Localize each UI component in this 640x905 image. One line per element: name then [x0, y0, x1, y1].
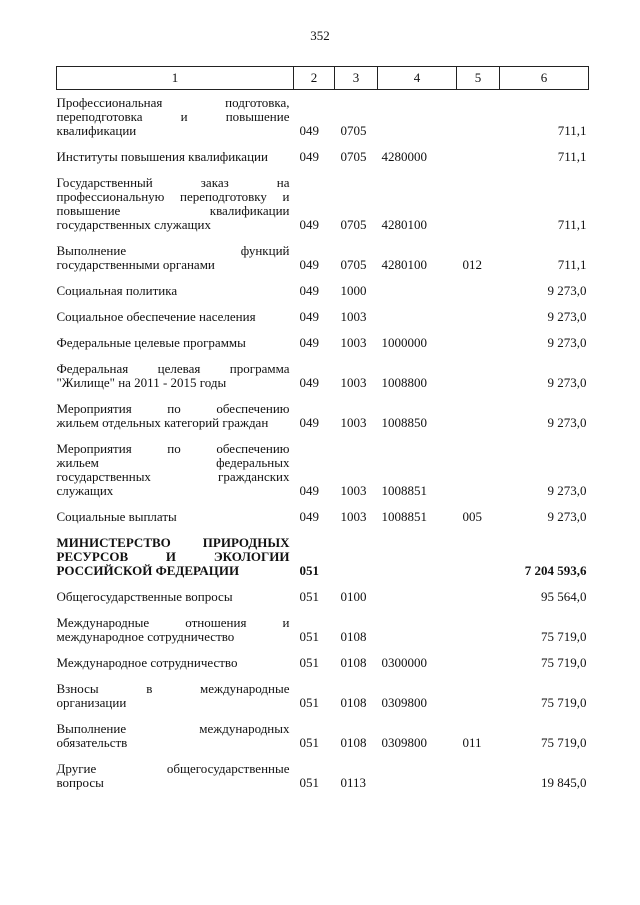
row-col-3: 0108	[340, 655, 367, 670]
row-col-3: 1003	[340, 335, 367, 350]
row-name-line: "Жилище" на 2011 - 2015 годы	[56, 375, 227, 390]
row-name	[57, 714, 294, 754]
row-amount: 9 273,0	[547, 283, 587, 298]
header-col-5: 5	[457, 67, 500, 90]
row-col-5	[457, 276, 500, 302]
row-name	[57, 142, 294, 168]
row-col-5: 012	[462, 257, 482, 272]
row-amount: 711,1	[557, 217, 587, 232]
table-row	[57, 648, 589, 674]
table-row	[57, 714, 589, 754]
row-col-2: 049	[299, 309, 319, 324]
table-row	[57, 608, 589, 648]
row-col-4: 1008800	[381, 375, 427, 390]
row-name-line: Другие общегосударственные	[56, 761, 290, 776]
row-amount: 75 719,0	[541, 695, 587, 710]
row-amount: 75 719,0	[541, 629, 587, 644]
row-amount: 9 273,0	[547, 483, 587, 498]
row-col-2: 051	[299, 563, 319, 578]
table-row	[57, 434, 589, 502]
row-col-4: 4280000	[381, 149, 427, 164]
table-row	[57, 528, 589, 582]
row-name-line: РОССИЙСКОЙ ФЕДЕРАЦИИ	[56, 563, 240, 578]
budget-table	[56, 66, 589, 794]
row-amount: 95 564,0	[541, 589, 587, 604]
row-name	[57, 328, 294, 354]
row-col-3: 0113	[340, 775, 367, 790]
row-name-line: РЕСУРСОВ И ЭКОЛОГИИ	[56, 549, 290, 564]
table-row	[57, 394, 589, 434]
row-col-3: 1003	[340, 415, 367, 430]
row-name-line: переподготовка и повышение	[56, 109, 290, 124]
row-name	[57, 276, 294, 302]
row-col-2: 051	[299, 629, 319, 644]
row-name	[57, 236, 294, 276]
table-body	[57, 90, 589, 795]
row-name-line: Выполнение функций	[56, 243, 290, 258]
row-name-line: МИНИСТЕРСТВО ПРИРОДНЫХ	[56, 535, 290, 550]
row-name-line: Выполнение международных	[56, 721, 290, 736]
row-name	[57, 434, 294, 502]
row-name-line: Мероприятия по обеспечению	[56, 441, 290, 456]
header-col-3: 3	[335, 67, 378, 90]
row-amount: 9 273,0	[547, 375, 587, 390]
row-col-3: 0705	[340, 217, 367, 232]
row-col-5	[457, 168, 500, 236]
row-name-line: Государственный заказ на	[56, 175, 290, 190]
row-col-4: 1008851	[381, 509, 427, 524]
row-col-4: 1008851	[381, 483, 427, 498]
header-row	[57, 67, 589, 90]
table-row	[57, 328, 589, 354]
row-col-5	[457, 90, 500, 143]
row-name-line: Профессиональная подготовка,	[56, 95, 290, 110]
table-row	[57, 354, 589, 394]
row-name-line: государственных служащих	[56, 217, 211, 232]
row-col-5: 005	[462, 509, 482, 524]
row-col-5	[457, 754, 500, 794]
table-row	[57, 168, 589, 236]
header-col-4: 4	[378, 67, 457, 90]
row-amount: 9 273,0	[547, 309, 587, 324]
row-name	[57, 582, 294, 608]
header-col-6: 6	[500, 67, 589, 90]
row-col-2: 049	[299, 335, 319, 350]
row-col-4	[378, 302, 457, 328]
row-name	[57, 354, 294, 394]
row-name-line: Институты повышения квалификации	[56, 149, 268, 164]
row-col-4	[378, 90, 457, 143]
row-col-4	[378, 608, 457, 648]
row-amount: 711,1	[557, 123, 587, 138]
row-name	[57, 394, 294, 434]
row-col-3: 1003	[340, 509, 367, 524]
row-col-2: 049	[299, 283, 319, 298]
row-name-line: организации	[56, 695, 127, 710]
row-col-5	[457, 528, 500, 582]
row-col-5	[457, 674, 500, 714]
row-col-4: 1008850	[381, 415, 427, 430]
row-col-2: 049	[299, 375, 319, 390]
row-name-line: квалификации	[56, 123, 137, 138]
row-amount: 75 719,0	[541, 655, 587, 670]
header-col-1: 1	[57, 67, 294, 90]
row-col-5	[457, 328, 500, 354]
row-name-line: Общегосударственные вопросы	[56, 589, 233, 604]
row-name-line: Международные отношения и	[56, 615, 290, 630]
row-name	[57, 168, 294, 236]
row-col-3: 0100	[340, 589, 367, 604]
row-col-4: 0309800	[381, 735, 427, 750]
row-name	[57, 754, 294, 794]
row-col-5	[457, 142, 500, 168]
row-col-5	[457, 354, 500, 394]
row-col-4	[378, 528, 457, 582]
row-col-4: 4280100	[381, 217, 427, 232]
row-name-line: жильем федеральных	[56, 455, 290, 470]
row-col-5	[457, 648, 500, 674]
table-row	[57, 276, 589, 302]
table-header	[57, 67, 589, 90]
row-col-4: 4280100	[381, 257, 427, 272]
row-name	[57, 528, 294, 582]
row-col-5	[457, 302, 500, 328]
row-name-line: Международное сотрудничество	[56, 655, 238, 670]
row-name-line: Социальное обеспечение населения	[56, 309, 256, 324]
row-name-line: Федеральная целевая программа	[56, 361, 290, 376]
table-row	[57, 674, 589, 714]
row-name-line: Взносы в международные	[56, 681, 290, 696]
row-name-line: Социальные выплаты	[56, 509, 177, 524]
table-row	[57, 582, 589, 608]
page-number: 352	[310, 28, 330, 43]
row-col-3: 0705	[340, 123, 367, 138]
row-col-4: 1000000	[381, 335, 427, 350]
row-col-2: 049	[299, 509, 319, 524]
row-col-2: 049	[299, 415, 319, 430]
row-name	[57, 502, 294, 528]
row-col-2: 049	[299, 217, 319, 232]
table-row	[57, 142, 589, 168]
row-col-3: 0108	[340, 629, 367, 644]
row-col-5	[457, 582, 500, 608]
row-col-2: 051	[299, 655, 319, 670]
table-row	[57, 754, 589, 794]
row-col-4: 0309800	[381, 695, 427, 710]
row-col-2: 049	[299, 149, 319, 164]
row-name-line: повышение квалификации	[56, 203, 290, 218]
row-col-2: 051	[299, 589, 319, 604]
table-row	[57, 502, 589, 528]
row-col-5	[457, 434, 500, 502]
row-amount: 711,1	[557, 149, 587, 164]
row-name	[57, 302, 294, 328]
row-name	[57, 90, 294, 143]
row-col-4	[378, 276, 457, 302]
row-col-3: 1000	[340, 283, 367, 298]
row-col-2: 051	[299, 695, 319, 710]
row-name-line: профессиональную переподготовку и	[56, 189, 290, 204]
row-name-line: обязательств	[56, 735, 128, 750]
row-name-line: Федеральные целевые программы	[56, 335, 246, 350]
row-amount: 75 719,0	[541, 735, 587, 750]
row-col-3: 0705	[340, 257, 367, 272]
row-col-3: 0108	[340, 695, 367, 710]
row-col-3: 1003	[340, 375, 367, 390]
row-col-3: 0705	[340, 149, 367, 164]
row-col-5	[457, 608, 500, 648]
header-col-2: 2	[294, 67, 335, 90]
row-name-line: вопросы	[56, 775, 104, 790]
table-row	[57, 302, 589, 328]
row-amount: 9 273,0	[547, 509, 587, 524]
row-name-line: государственными органами	[56, 257, 215, 272]
row-col-4: 0300000	[381, 655, 427, 670]
row-col-5	[457, 394, 500, 434]
row-amount: 711,1	[557, 257, 587, 272]
row-col-2: 051	[299, 775, 319, 790]
row-col-2: 049	[299, 123, 319, 138]
row-name	[57, 674, 294, 714]
row-col-3: 1003	[340, 309, 367, 324]
row-amount: 19 845,0	[541, 775, 587, 790]
row-name-line: жильем отдельных категорий граждан	[56, 415, 269, 430]
row-col-2: 051	[299, 735, 319, 750]
row-amount: 7 204 593,6	[524, 563, 587, 578]
row-name-line: Мероприятия по обеспечению	[56, 401, 290, 416]
row-amount: 9 273,0	[547, 335, 587, 350]
table-row	[57, 236, 589, 276]
row-name	[57, 608, 294, 648]
row-col-5: 011	[462, 735, 482, 750]
row-name-line: служащих	[56, 483, 114, 498]
row-name-line: Социальная политика	[56, 283, 178, 298]
row-col-2: 049	[299, 257, 319, 272]
row-name-line: государственных гражданских	[56, 469, 290, 484]
row-col-2: 049	[299, 483, 319, 498]
row-name	[57, 648, 294, 674]
row-col-4	[378, 582, 457, 608]
row-amount: 9 273,0	[547, 415, 587, 430]
table-row	[57, 90, 589, 143]
row-col-4	[378, 754, 457, 794]
row-col-3: 1003	[340, 483, 367, 498]
row-col-3	[335, 528, 378, 582]
row-name-line: международное сотрудничество	[56, 629, 235, 644]
row-col-3: 0108	[340, 735, 367, 750]
